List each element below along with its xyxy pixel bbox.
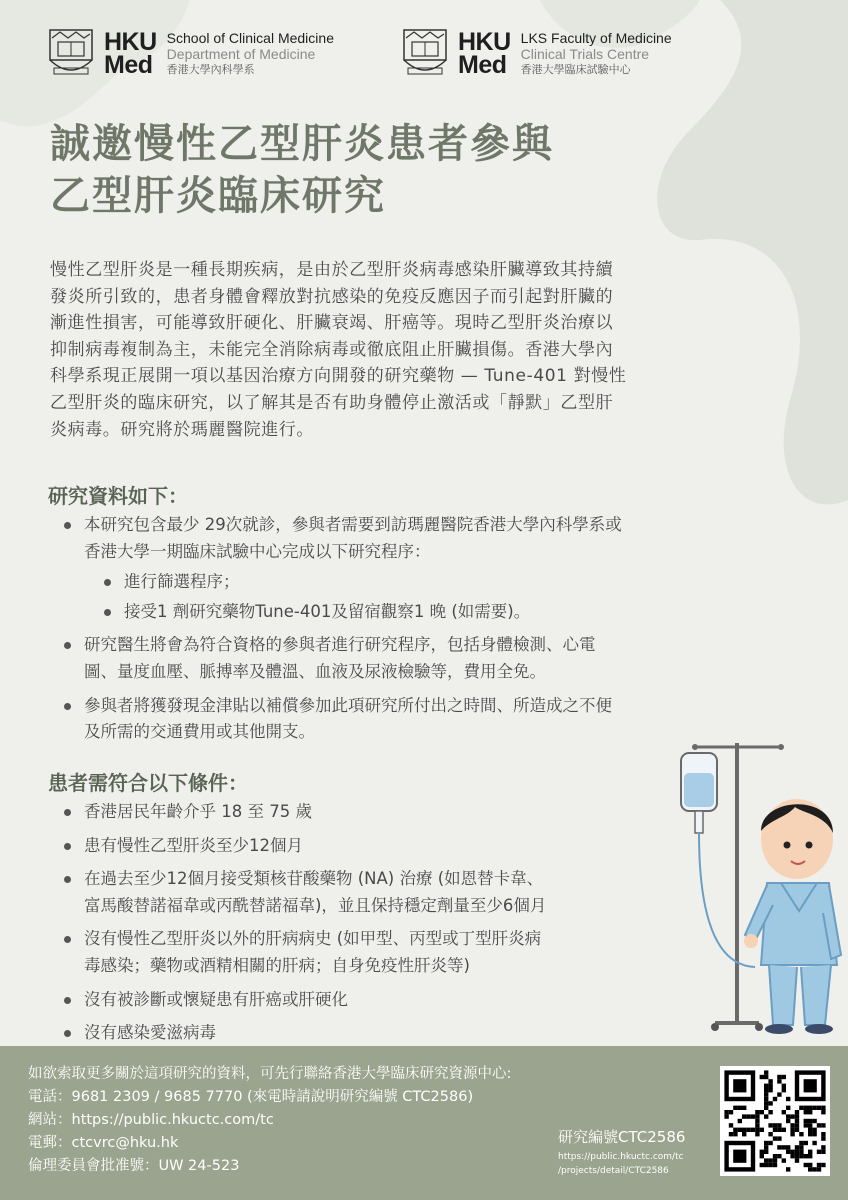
university-crest-icon <box>402 28 448 80</box>
hku-med-wordmark <box>458 28 511 79</box>
list-item-text: 圖、量度血壓、脈搏率及體溫、血液及尿液檢驗等，費用全免。 <box>84 661 546 681</box>
title-line2: 乙型肝炎臨床研究 <box>50 173 386 219</box>
patient-iv-drip-illustration <box>675 735 845 1040</box>
intro-line: 漸進性損害，可能導致肝硬化、肝臟衰竭、肝癌等。現時乙型肝炎治療以 <box>50 313 614 334</box>
qr-code-icon[interactable] <box>720 1066 830 1176</box>
list-item-text: 富馬酸替諾福韋或丙酰替諾福韋)，並且保持穩定劑量至少6個月 <box>84 895 547 915</box>
logo-hku-text: HKU <box>458 28 511 56</box>
logo-line2: Department of Medicine <box>166 46 316 62</box>
hku-med-wordmark <box>104 28 157 79</box>
criteria-heading: 患者需符合以下條件： <box>48 771 248 795</box>
intro-line: 科學系現正展開一項以基因治療方向開發的研究藥物 — Tune-401 對慢性 <box>50 366 627 387</box>
criteria-list <box>62 799 682 1054</box>
logo-line3: 香港大學臨床試驗中心 <box>520 64 631 76</box>
logo-med-text: Med <box>104 51 153 79</box>
footer-ethics-number: 倫理委員會批准號：UW 24-523 <box>28 1158 240 1174</box>
logo-line1: School of Clinical Medicine <box>166 30 334 46</box>
intro-line: 抑制病毒複制為主，未能完全消除病毒或徹底阻止肝臟損傷。香港大學內 <box>50 339 614 360</box>
study-code: 研究編號CTC2586 <box>558 1128 686 1146</box>
study-info-heading: 研究資料如下： <box>48 484 188 508</box>
logo-department-of-medicine <box>48 28 334 80</box>
logo-clinical-trials-centre <box>402 28 672 80</box>
footer-email[interactable]: 電郵：ctcvrc@hku.hk <box>28 1135 179 1151</box>
list-item: 香港居民年齡介乎 18 至 75 歲 <box>62 799 682 826</box>
study-url-line: https://public.hkuctc.com/tc <box>558 1152 684 1162</box>
footer-phone: 電話：9681 2309 / 9685 7770 (來電時請說明研究編號 CTC2586) <box>28 1089 474 1105</box>
intro-paragraph <box>50 257 780 443</box>
list-item-text: 本研究包含最少 29次就診，參與者需要到訪瑪麗醫院香港大學內科學系或 <box>84 515 622 534</box>
logo-line1: LKS Faculty of Medicine <box>520 30 672 46</box>
study-info-list <box>62 512 792 753</box>
list-item: 沒有感染愛滋病毒 <box>62 1020 682 1047</box>
sub-list <box>84 569 792 625</box>
list-item-text: 及所需的交通費用或其他開支。 <box>84 722 315 742</box>
logo-line3: 香港大學內科學系 <box>166 64 255 76</box>
intro-line: 乙型肝炎的臨床研究，以了解其是否有助身體停止激活或「靜默」乙型肝 <box>50 392 614 413</box>
logo-hku-text: HKU <box>104 28 157 56</box>
sub-list-item: 接受1 劑研究藥物Tune-401及留宿觀察1 晚 (如需要)。 <box>102 599 792 626</box>
list-item: 沒有被診斷或懷疑患有肝癌或肝硬化 <box>62 987 682 1014</box>
footer-intro: 如欲索取更多關於這項研究的資料，可先行聯絡香港大學臨床研究資源中心: <box>28 1066 512 1082</box>
list-item <box>62 926 682 979</box>
intro-line: 發炎所引致的，患者身體會釋放對抗感染的免疫反應因子而引起對肝臟的 <box>50 286 614 307</box>
page-title <box>50 118 750 222</box>
list-item-text: 香港大學一期臨床試驗中心完成以下研究程序： <box>84 541 431 561</box>
list-item <box>62 512 792 625</box>
list-item-text: 參與者將獲發現金津貼以補償參加此項研究所付出之時間、所造成之不便 <box>84 695 612 715</box>
title-line1: 誠邀慢性乙型肝炎患者參與 <box>50 121 554 167</box>
intro-line: 慢性乙型肝炎是一種長期疾病，是由於乙型肝炎病毒感染肝臟導致其持續 <box>50 260 614 280</box>
study-url-line: /projects/detail/CTC2586 <box>558 1166 669 1176</box>
contact-footer <box>0 1046 848 1200</box>
study-url[interactable] <box>558 1150 684 1178</box>
logo-med-text: Med <box>458 51 507 79</box>
list-item-text: 毒感染；藥物或酒精相關的肝病；自身免疫性肝炎等) <box>84 955 470 975</box>
intro-line: 炎病毒。研究將於瑪麗醫院進行。 <box>50 419 314 440</box>
university-crest-icon <box>48 28 94 80</box>
list-item: 患有慢性乙型肝炎至少12個月 <box>62 833 682 860</box>
list-item-text: 沒有慢性乙型肝炎以外的肝病病史 (如甲型、丙型或丁型肝炎病 <box>84 929 542 949</box>
logo-line2: Clinical Trials Centre <box>520 46 650 62</box>
footer-website[interactable]: 網站：https://public.hkuctc.com/tc <box>28 1112 274 1128</box>
list-item <box>62 632 792 685</box>
list-item-text: 在過去至少12個月接受類核苷酸藥物 (NA) 治療 (如恩替卡韋、 <box>84 869 544 889</box>
sub-list-item: 進行篩選程序； <box>102 569 792 596</box>
list-item <box>62 866 682 919</box>
list-item-text: 研究醫生將會為符合資格的參與者進行研究程序，包括身體檢測、心電 <box>84 635 596 655</box>
